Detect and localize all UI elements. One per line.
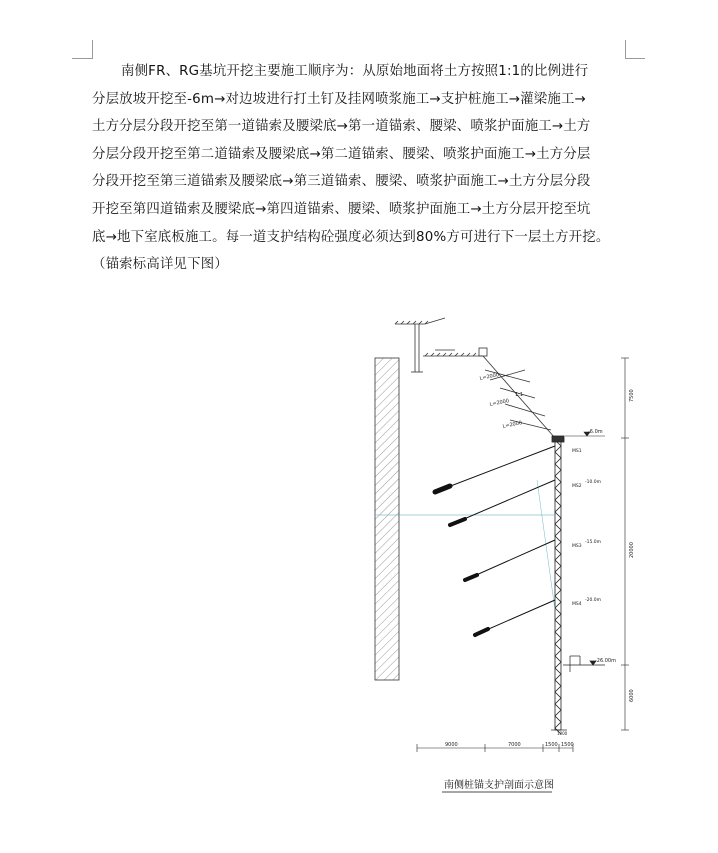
paragraph-line-4: 分层分段开挖至第二道锚索及腰梁底→第二道锚索、腰梁、喷浆护面施工→土方分层: [92, 146, 591, 162]
paragraph-line-6: 开挖至第四道锚索及腰梁底→第四道锚索、腰梁、喷浆护面施工→土方分层开挖至坑: [92, 201, 591, 217]
anchor-level-2: -10.0m: [585, 480, 602, 485]
soil-nail-length-label-1: L=2000: [479, 371, 500, 382]
vertical-dimension-line: [621, 358, 629, 730]
paragraph-line-2: 分层放坡开挖至-6m→对边坡进行打土钉及挂网喷浆施工→支护桩施工→灌梁施工→: [92, 91, 586, 107]
figure-caption: 南侧桩锚支护剖面示意图: [444, 780, 554, 791]
reference-line-diagonal: [537, 480, 555, 610]
ground-surface-detail: [395, 318, 483, 372]
pile-bottom-label: 1000: [557, 731, 568, 736]
soil-nail-length-label-2: L=2000: [489, 397, 510, 408]
paragraph-line-7: 底→地下室底板施工。每一道支护结构砼强度必须达到80%方可进行下一层土方开挖。: [92, 229, 610, 245]
anchor-label-4: MS4: [572, 602, 582, 607]
adjacent-structure-hatched: [375, 358, 399, 680]
slope-ratio-label: 1:1: [515, 392, 524, 398]
anchor-cables: [435, 446, 555, 635]
dimension-bottom-1: 9000: [445, 742, 458, 748]
anchor-label-2: MS2: [572, 484, 582, 489]
dimension-bottom-4: 1500: [561, 742, 574, 748]
pile-anchor-section-drawing: [355, 310, 645, 800]
pit-bottom-level-label: -26.00m: [595, 658, 616, 664]
paragraph-line-1: 南侧FR、RG基坑开挖主要施工顺序为：从原始地面将土方按照1:1的比例进行: [121, 64, 589, 79]
anchor-label-1: MS1: [572, 449, 582, 454]
dimension-middle: 20000: [629, 542, 635, 558]
anchor-label-3: MS3: [572, 544, 582, 549]
paragraph-line-8: （锚索标高详见下图）: [92, 257, 228, 273]
anchor-level-3: -15.0m: [585, 540, 602, 545]
paragraph-line-5: 分段开挖至第三道锚索及腰梁底→第三道锚索、腰梁、喷浆护面施工→土方分层分段: [92, 174, 591, 190]
dimension-bottom: 6000: [629, 689, 635, 702]
dimension-top: 7500: [629, 389, 635, 402]
dimension-bottom-3: 1500: [545, 742, 558, 748]
soil-nail-length-label-3: L=2000: [502, 419, 523, 430]
dimension-bottom-2: 7000: [508, 742, 521, 748]
construction-sequence-paragraph: [92, 58, 628, 279]
anchor-level-4: -20.0m: [585, 598, 602, 603]
level-top-label: -6.0m: [588, 429, 603, 435]
paragraph-line-3: 土方分层分段开挖至第一道锚索及腰梁底→第一道锚索、腰梁、喷浆护面施工→土方: [92, 119, 591, 135]
